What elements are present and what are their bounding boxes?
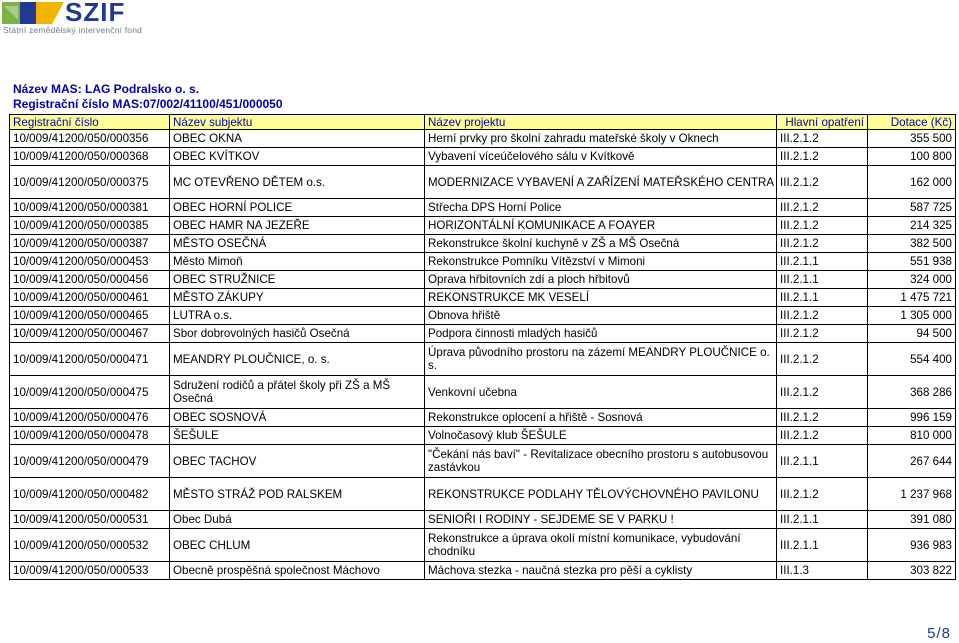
- cell-subject: MĚSTO STRÁŽ POD RALSKEM: [170, 478, 425, 511]
- cell-measure: III.2.1.2: [777, 325, 868, 343]
- cell-registration: 10/009/41200/050/000356: [10, 130, 170, 148]
- header-project: Název projektu: [425, 115, 777, 130]
- cell-subsidy: 355 500: [868, 130, 956, 148]
- cell-project: REKONSTRUKCE PODLAHY TĚLOVÝCHOVNÉHO PAVILONU: [425, 478, 777, 511]
- cell-subsidy: 303 822: [868, 562, 956, 580]
- mas-registration: Registrační číslo MAS:07/002/41100/451/000050: [13, 97, 283, 111]
- cell-project: "Čekání nás baví" - Revitalizace obecního prostoru s autobusovou zastávkou: [425, 445, 777, 478]
- table-row: [10, 445, 956, 478]
- cell-measure: III.2.1.2: [777, 343, 868, 376]
- table-row: [10, 217, 956, 235]
- cell-project: Vybavení víceúčelového sálu v Kvítkově: [425, 148, 777, 166]
- cell-subject: Obecně prospěšná společnost Máchovo: [170, 562, 425, 580]
- table-row: [10, 529, 956, 562]
- cell-measure: III.2.1.2: [777, 217, 868, 235]
- cell-subject: MĚSTO OSEČNÁ: [170, 235, 425, 253]
- table-row: [10, 376, 956, 409]
- cell-subsidy: 368 286: [868, 376, 956, 409]
- cell-subsidy: 162 000: [868, 166, 956, 199]
- cell-subsidy: 94 500: [868, 325, 956, 343]
- table-row: [10, 343, 956, 376]
- cell-measure: III.2.1.1: [777, 253, 868, 271]
- cell-subject: Sbor dobrovolných hasičů Osečná: [170, 325, 425, 343]
- cell-subject: OBEC HORNÍ POLICE: [170, 199, 425, 217]
- table-row: [10, 409, 956, 427]
- cell-registration: 10/009/41200/050/000453: [10, 253, 170, 271]
- cell-project: Rekonstrukce oplocení a hřiště - Sosnová: [425, 409, 777, 427]
- table-row: [10, 271, 956, 289]
- cell-project: Rekonstrukce a úprava okolí místní komunikace, vybudování chodníku: [425, 529, 777, 562]
- cell-subject: MĚSTO ZÁKUPY: [170, 289, 425, 307]
- cell-registration: 10/009/41200/050/000465: [10, 307, 170, 325]
- cell-project: Oprava hřbitovních zdí a ploch hřbitovů: [425, 271, 777, 289]
- cell-measure: III.2.1.2: [777, 409, 868, 427]
- logo-title: SZIF: [65, 0, 126, 27]
- cell-project: Máchova stezka - naučná stezka pro pěší a cyklisty: [425, 562, 777, 580]
- cell-project: Rekonstrukce školní kuchyně v ZŠ a MŠ Osečná: [425, 235, 777, 253]
- cell-registration: 10/009/41200/050/000478: [10, 427, 170, 445]
- table-row: [10, 427, 956, 445]
- cell-measure: III.2.1.1: [777, 511, 868, 529]
- cell-subject: ŠEŠULE: [170, 427, 425, 445]
- cell-project: SENIOŘI I RODINY - SEJDEME SE V PARKU !: [425, 511, 777, 529]
- cell-subsidy: 554 400: [868, 343, 956, 376]
- cell-project: Herní prvky pro školní zahradu mateřské školy v Oknech: [425, 130, 777, 148]
- cell-subject: OBEC HAMR NA JEZEŘE: [170, 217, 425, 235]
- cell-measure: III.2.1.1: [777, 289, 868, 307]
- cell-registration: 10/009/41200/050/000385: [10, 217, 170, 235]
- cell-subsidy: 214 325: [868, 217, 956, 235]
- cell-subsidy: 1 475 721: [868, 289, 956, 307]
- projects-table: [9, 114, 956, 580]
- cell-subsidy: 587 725: [868, 199, 956, 217]
- cell-measure: III.2.1.2: [777, 235, 868, 253]
- cell-project: Venkovní učebna: [425, 376, 777, 409]
- cell-registration: 10/009/41200/050/000531: [10, 511, 170, 529]
- szif-logo-icon: [2, 2, 64, 24]
- cell-registration: 10/009/41200/050/000482: [10, 478, 170, 511]
- table-row: [10, 130, 956, 148]
- cell-subject: OBEC OKNA: [170, 130, 425, 148]
- cell-project: REKONSTRUKCE MK VESELÍ: [425, 289, 777, 307]
- cell-subject: OBEC TACHOV: [170, 445, 425, 478]
- cell-project: Úprava původního prostoru na zázemí MEANDRY PLOUČNICE o. s.: [425, 343, 777, 376]
- cell-subsidy: 551 938: [868, 253, 956, 271]
- cell-registration: 10/009/41200/050/000475: [10, 376, 170, 409]
- table-row: [10, 235, 956, 253]
- cell-subject: Sdružení rodičů a přátel školy při ZŠ a MŠ Osečná: [170, 376, 425, 409]
- page-number: 5/8: [927, 625, 951, 642]
- cell-registration: 10/009/41200/050/000387: [10, 235, 170, 253]
- cell-registration: 10/009/41200/050/000368: [10, 148, 170, 166]
- table-row: [10, 307, 956, 325]
- cell-registration: 10/009/41200/050/000532: [10, 529, 170, 562]
- cell-project: HORIZONTÁLNÍ KOMUNIKACE A FOAYER: [425, 217, 777, 235]
- cell-subject: OBEC STRUŽNICE: [170, 271, 425, 289]
- cell-registration: 10/009/41200/050/000476: [10, 409, 170, 427]
- cell-project: Střecha DPS Horní Police: [425, 199, 777, 217]
- cell-measure: III.2.1.2: [777, 376, 868, 409]
- cell-subject: Obec Dubá: [170, 511, 425, 529]
- header-measure: Hlavní opatření: [777, 115, 868, 130]
- table-row: [10, 253, 956, 271]
- cell-subsidy: 936 983: [868, 529, 956, 562]
- logo-subtitle: Státní zemědělský intervenční fond: [3, 25, 143, 35]
- table-row: [10, 289, 956, 307]
- cell-subject: OBEC CHLUM: [170, 529, 425, 562]
- cell-subject: MC OTEVŘENO DĚTEM o.s.: [170, 166, 425, 199]
- cell-registration: 10/009/41200/050/000471: [10, 343, 170, 376]
- cell-measure: III.2.1.2: [777, 148, 868, 166]
- cell-registration: 10/009/41200/050/000456: [10, 271, 170, 289]
- table-row: [10, 562, 956, 580]
- cell-subsidy: 100 800: [868, 148, 956, 166]
- cell-subject: MEANDRY PLOUČNICE, o. s.: [170, 343, 425, 376]
- table-row: [10, 166, 956, 199]
- cell-measure: III.2.1.2: [777, 478, 868, 511]
- cell-measure: III.2.1.1: [777, 529, 868, 562]
- cell-project: Rekonstrukce Pomníku Vítězství v Mimoni: [425, 253, 777, 271]
- cell-registration: 10/009/41200/050/000479: [10, 445, 170, 478]
- header-registration: Registrační číslo: [10, 115, 170, 130]
- cell-subsidy: 1 305 000: [868, 307, 956, 325]
- header-subject: Název subjektu: [170, 115, 425, 130]
- cell-measure: III.2.1.1: [777, 445, 868, 478]
- cell-subsidy: 382 500: [868, 235, 956, 253]
- cell-project: Obnova hřiště: [425, 307, 777, 325]
- table-row: [10, 478, 956, 511]
- cell-subject: Město Mimoň: [170, 253, 425, 271]
- cell-measure: III.2.1.2: [777, 130, 868, 148]
- cell-registration: 10/009/41200/050/000381: [10, 199, 170, 217]
- cell-measure: III.2.1.1: [777, 271, 868, 289]
- table-header-row: [10, 115, 956, 130]
- cell-subsidy: 391 080: [868, 511, 956, 529]
- cell-registration: 10/009/41200/050/000533: [10, 562, 170, 580]
- cell-project: Podpora činnosti mladých hasičů: [425, 325, 777, 343]
- table-row: [10, 325, 956, 343]
- cell-subject: OBEC SOSNOVÁ: [170, 409, 425, 427]
- table-row: [10, 511, 956, 529]
- cell-subsidy: 267 644: [868, 445, 956, 478]
- cell-measure: III.2.1.2: [777, 427, 868, 445]
- cell-subsidy: 1 237 968: [868, 478, 956, 511]
- table-row: [10, 148, 956, 166]
- cell-subject: OBEC KVÍTKOV: [170, 148, 425, 166]
- cell-measure: III.2.1.2: [777, 199, 868, 217]
- cell-measure: III.1.3: [777, 562, 868, 580]
- header-subsidy: Dotace (Kč): [868, 115, 956, 130]
- cell-registration: 10/009/41200/050/000467: [10, 325, 170, 343]
- cell-registration: 10/009/41200/050/000461: [10, 289, 170, 307]
- cell-registration: 10/009/41200/050/000375: [10, 166, 170, 199]
- cell-subject: LUTRA o.s.: [170, 307, 425, 325]
- cell-measure: III.2.1.2: [777, 307, 868, 325]
- cell-project: MODERNIZACE VYBAVENÍ A ZAŘÍZENÍ MATEŘSKÉHO CENTRA: [425, 166, 777, 199]
- cell-project: Volnočasový klub ŠEŠULE: [425, 427, 777, 445]
- table-row: [10, 199, 956, 217]
- cell-measure: III.2.1.2: [777, 166, 868, 199]
- cell-subsidy: 324 000: [868, 271, 956, 289]
- cell-subsidy: 996 159: [868, 409, 956, 427]
- cell-subsidy: 810 000: [868, 427, 956, 445]
- mas-name: Název MAS: LAG Podralsko o. s.: [13, 82, 200, 96]
